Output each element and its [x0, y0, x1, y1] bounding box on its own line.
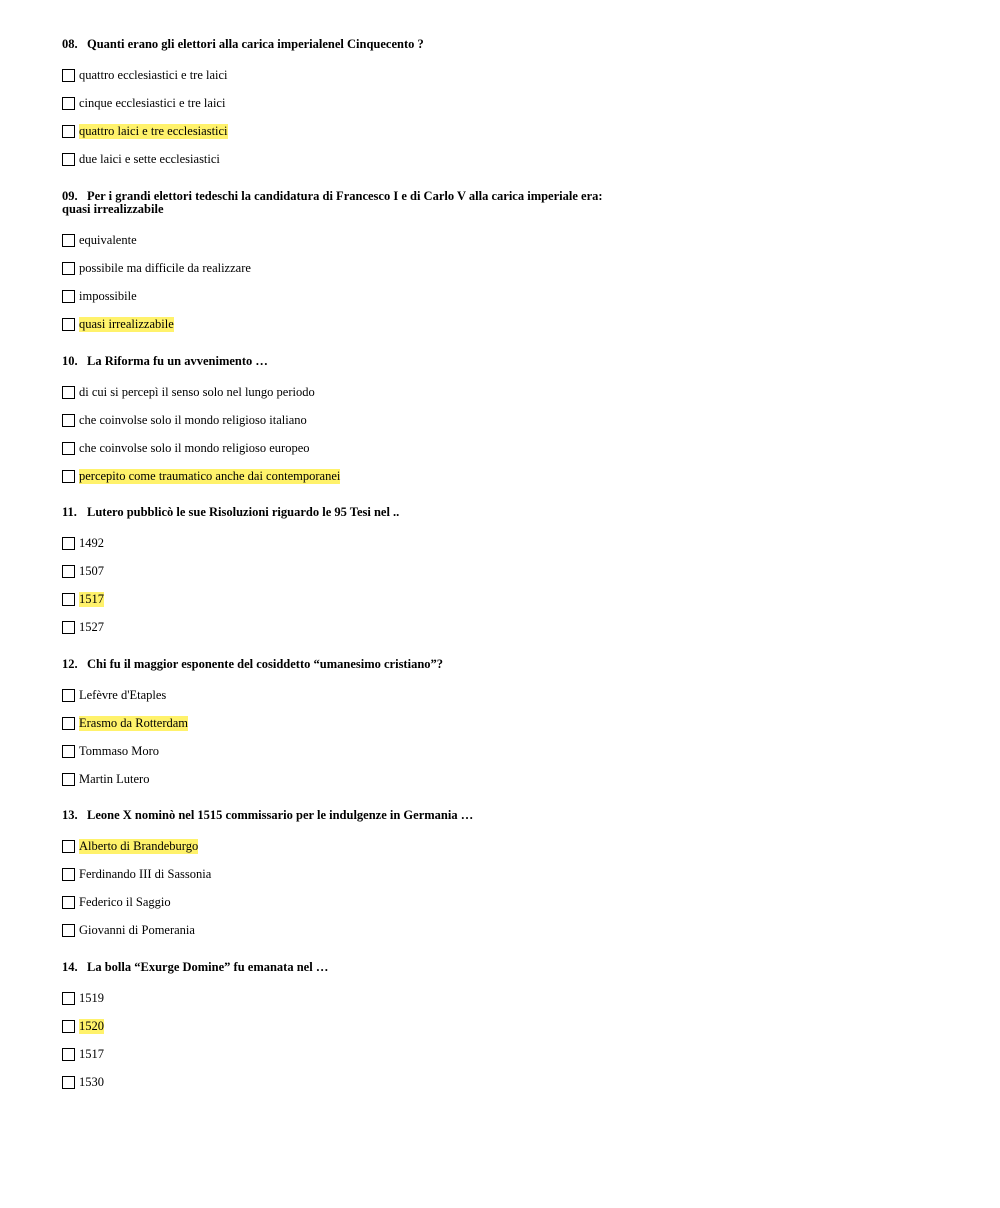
option-label-highlighted: quasi irrealizzabile — [79, 317, 174, 331]
question-number: 13. — [62, 808, 78, 822]
option-label: Martin Lutero — [79, 771, 150, 786]
answer-option[interactable] — [62, 833, 962, 861]
question-title — [62, 658, 962, 672]
question-text: Leone X nominò nel 1515 commissario per le indulgenze in Germania … — [87, 808, 474, 822]
question-14 — [62, 961, 962, 1097]
checkbox[interactable] — [62, 262, 75, 275]
checkbox[interactable] — [62, 1076, 75, 1089]
answer-option[interactable] — [62, 227, 962, 255]
checkbox[interactable] — [62, 745, 75, 758]
option-label: Tommaso Moro — [79, 743, 160, 758]
answer-option[interactable] — [62, 311, 962, 339]
answer-option[interactable] — [62, 90, 962, 118]
question-title — [62, 190, 962, 217]
question-number: 08. — [62, 37, 78, 51]
question-title — [62, 961, 962, 975]
option-label: 1517 — [79, 1046, 104, 1061]
answer-option[interactable] — [62, 434, 962, 462]
question-09 — [62, 190, 962, 339]
checkbox[interactable] — [62, 593, 75, 606]
option-label: 1530 — [79, 1074, 104, 1089]
option-label: 1519 — [79, 990, 104, 1005]
option-label: Ferdinando III di Sassonia — [79, 867, 212, 881]
question-title — [62, 38, 962, 52]
checkbox[interactable] — [62, 717, 75, 730]
answer-option[interactable] — [62, 406, 962, 434]
question-08 — [62, 38, 962, 174]
checkbox[interactable] — [62, 234, 75, 247]
answer-option[interactable] — [62, 462, 962, 490]
option-label: Giovanni di Pomerania — [79, 923, 195, 937]
answer-option[interactable] — [62, 984, 962, 1012]
option-label: equivalente — [79, 233, 137, 247]
answer-option[interactable] — [62, 861, 962, 889]
checkbox[interactable] — [62, 290, 75, 303]
answer-option[interactable] — [62, 558, 962, 586]
answer-option[interactable] — [62, 146, 962, 174]
checkbox[interactable] — [62, 153, 75, 166]
answer-option[interactable] — [62, 709, 962, 737]
option-label: impossibile — [79, 289, 137, 303]
checkbox[interactable] — [62, 97, 75, 110]
checkbox[interactable] — [62, 537, 75, 550]
answer-option[interactable] — [62, 118, 962, 146]
checkbox[interactable] — [62, 924, 75, 937]
option-label: 1507 — [79, 564, 104, 578]
question-10 — [62, 355, 962, 491]
question-text: Quanti erano gli elettori alla carica imperialenel Cinquecento ? — [87, 37, 424, 51]
question-number: 11. — [62, 505, 77, 519]
question-text: Chi fu il maggior esponente del cosiddetto “umanesimo cristiano”? — [87, 656, 444, 671]
answer-option[interactable] — [62, 737, 962, 765]
answer-option[interactable] — [62, 283, 962, 311]
checkbox[interactable] — [62, 773, 75, 786]
question-number: 09. — [62, 188, 78, 203]
option-label: Federico il Saggio — [79, 895, 171, 909]
checkbox[interactable] — [62, 621, 75, 634]
checkbox[interactable] — [62, 69, 75, 82]
option-label: di cui si percepì il senso solo nel lungo periodo — [79, 384, 315, 399]
question-11 — [62, 506, 962, 642]
question-13 — [62, 809, 962, 945]
checkbox[interactable] — [62, 689, 75, 702]
checkbox[interactable] — [62, 442, 75, 455]
question-text: Per i grandi elettori tedeschi la candidatura di Francesco I e di Carlo V alla carica imperiale era: — [87, 188, 603, 203]
question-12 — [62, 658, 962, 794]
question-title — [62, 506, 962, 520]
option-label: cinque ecclesiastici e tre laici — [79, 96, 226, 110]
answer-option[interactable] — [62, 586, 962, 614]
answer-option[interactable] — [62, 1012, 962, 1040]
question-text: La Riforma fu un avvenimento … — [87, 353, 268, 368]
option-label: 1492 — [79, 536, 104, 550]
checkbox[interactable] — [62, 414, 75, 427]
answer-option[interactable] — [62, 765, 962, 793]
question-text: La bolla “Exurge Domine” fu emanata nel … — [87, 959, 329, 974]
option-label: quattro ecclesiastici e tre laici — [79, 68, 228, 82]
option-label-highlighted: Alberto di Brandeburgo — [79, 839, 199, 853]
option-label-highlighted: quattro laici e tre ecclesiastici — [79, 124, 228, 138]
question-subtext: quasi irrealizzabile — [62, 202, 164, 216]
option-label-highlighted: 1520 — [79, 1018, 104, 1033]
checkbox[interactable] — [62, 318, 75, 331]
checkbox[interactable] — [62, 470, 75, 483]
checkbox[interactable] — [62, 840, 75, 853]
answer-option[interactable] — [62, 530, 962, 558]
checkbox[interactable] — [62, 565, 75, 578]
option-label: 1527 — [79, 620, 104, 634]
answer-option[interactable] — [62, 378, 962, 406]
option-label: Lefèvre d'Etaples — [79, 687, 167, 702]
checkbox[interactable] — [62, 896, 75, 909]
checkbox[interactable] — [62, 386, 75, 399]
option-label-highlighted: Erasmo da Rotterdam — [79, 715, 188, 730]
option-label-highlighted: percepito come traumatico anche dai contemporanei — [79, 468, 341, 483]
checkbox[interactable] — [62, 1020, 75, 1033]
option-label: che coinvolse solo il mondo religioso europeo — [79, 440, 310, 455]
answer-option[interactable] — [62, 681, 962, 709]
answer-option[interactable] — [62, 62, 962, 90]
question-number: 14. — [62, 959, 78, 974]
quiz-page — [62, 38, 962, 1112]
checkbox[interactable] — [62, 1048, 75, 1061]
question-text: Lutero pubblicò le sue Risoluzioni riguardo le 95 Tesi nel .. — [87, 505, 400, 519]
answer-option[interactable] — [62, 1068, 962, 1096]
answer-option[interactable] — [62, 889, 962, 917]
question-title — [62, 355, 962, 369]
answer-option[interactable] — [62, 1040, 962, 1068]
question-number: 12. — [62, 656, 78, 671]
option-label: due laici e sette ecclesiastici — [79, 152, 220, 166]
question-title — [62, 809, 962, 823]
answer-option[interactable] — [62, 255, 962, 283]
answer-option[interactable] — [62, 917, 962, 945]
checkbox[interactable] — [62, 992, 75, 1005]
question-number: 10. — [62, 353, 78, 368]
checkbox[interactable] — [62, 125, 75, 138]
option-label: che coinvolse solo il mondo religioso italiano — [79, 412, 307, 427]
option-label: possibile ma difficile da realizzare — [79, 261, 251, 275]
option-label-highlighted: 1517 — [79, 592, 104, 606]
answer-option[interactable] — [62, 614, 962, 642]
checkbox[interactable] — [62, 868, 75, 881]
